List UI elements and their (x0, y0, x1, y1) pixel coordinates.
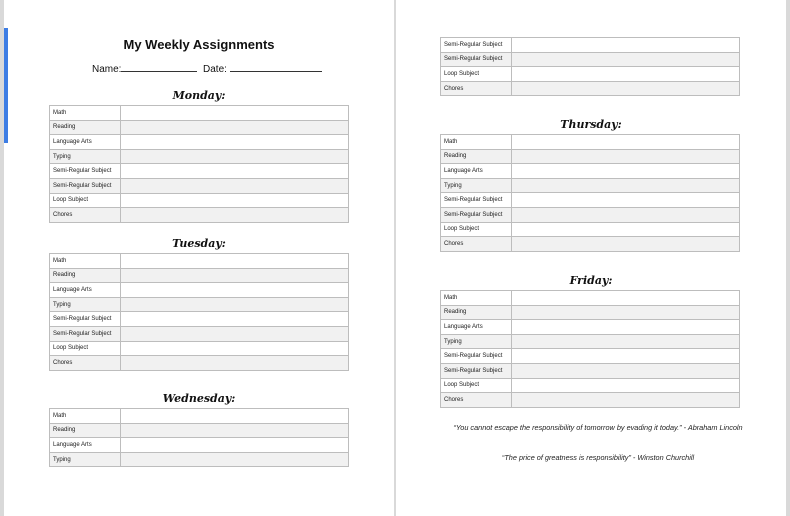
table-row (50, 283, 349, 298)
assignment-cell[interactable] (121, 254, 349, 269)
subject-label: Typing (50, 149, 121, 164)
assignment-cell[interactable] (512, 52, 740, 67)
subject-label: Typing (441, 334, 512, 349)
page-right (396, 0, 786, 516)
subject-label: Math (441, 291, 512, 306)
assignment-cell[interactable] (512, 305, 740, 320)
table-row (50, 438, 349, 453)
table-row (441, 237, 740, 252)
assignment-table-thursday (440, 134, 740, 252)
assignment-cell[interactable] (121, 341, 349, 356)
assignment-cell[interactable] (121, 149, 349, 164)
table-row (441, 378, 740, 393)
assignment-cell[interactable] (121, 164, 349, 179)
subject-label: Loop Subject (441, 378, 512, 393)
table-row (441, 135, 740, 150)
assignment-cell[interactable] (512, 334, 740, 349)
table-row (50, 312, 349, 327)
date-label: Date: (203, 64, 227, 75)
assignment-cell[interactable] (121, 312, 349, 327)
subject-label: Semi-Regular Subject (441, 52, 512, 67)
table-row (50, 178, 349, 193)
subject-label: Math (50, 409, 121, 424)
subject-label: Semi-Regular Subject (441, 207, 512, 222)
table-row (441, 52, 740, 67)
table-row (50, 254, 349, 269)
table-row (441, 291, 740, 306)
document-title: My Weekly Assignments (123, 37, 275, 52)
day-heading-tuesday: Tuesday: (172, 237, 226, 250)
subject-label: Math (441, 135, 512, 150)
subject-label: Typing (50, 297, 121, 312)
subject-label: Semi-Regular Subject (441, 363, 512, 378)
assignment-cell[interactable] (512, 320, 740, 335)
subject-label: Semi-Regular Subject (50, 178, 121, 193)
table-row (441, 222, 740, 237)
assignment-table-friday (440, 290, 740, 408)
table-row (441, 393, 740, 408)
assignment-cell[interactable] (121, 178, 349, 193)
assignment-cell[interactable] (512, 207, 740, 222)
table-row (50, 356, 349, 371)
day-heading-monday: Monday: (172, 89, 226, 102)
assignment-cell[interactable] (512, 67, 740, 82)
assignment-cell[interactable] (512, 193, 740, 208)
table-row (441, 38, 740, 53)
assignment-cell[interactable] (121, 409, 349, 424)
table-row (441, 67, 740, 82)
assignment-cell[interactable] (121, 423, 349, 438)
assignment-cell[interactable] (121, 106, 349, 121)
subject-label: Loop Subject (441, 67, 512, 82)
assignment-table-wednesday-continued (440, 37, 740, 96)
assignment-cell[interactable] (512, 149, 740, 164)
table-row (441, 178, 740, 193)
assignment-cell[interactable] (121, 135, 349, 150)
table-row (50, 193, 349, 208)
assignment-cell[interactable] (121, 452, 349, 467)
day-heading-friday: Friday: (569, 274, 613, 287)
subject-label: Math (50, 254, 121, 269)
subject-label: Semi-Regular Subject (441, 193, 512, 208)
subject-label: Semi-Regular Subject (50, 326, 121, 341)
assignment-cell[interactable] (512, 38, 740, 53)
assignment-cell[interactable] (121, 268, 349, 283)
table-row (441, 349, 740, 364)
subject-label: Loop Subject (50, 193, 121, 208)
assignment-cell[interactable] (121, 356, 349, 371)
assignment-cell[interactable] (121, 120, 349, 135)
subject-label: Reading (50, 268, 121, 283)
subject-label: Typing (50, 452, 121, 467)
table-row (50, 423, 349, 438)
table-row (50, 268, 349, 283)
table-row (50, 326, 349, 341)
assignment-cell[interactable] (121, 193, 349, 208)
subject-label: Loop Subject (50, 341, 121, 356)
assignment-table-wednesday (49, 408, 349, 467)
assignment-cell[interactable] (121, 208, 349, 223)
subject-label: Language Arts (441, 164, 512, 179)
subject-label: Typing (441, 178, 512, 193)
assignment-cell[interactable] (512, 378, 740, 393)
table-row (50, 120, 349, 135)
table-row (441, 207, 740, 222)
subject-label: Language Arts (441, 320, 512, 335)
assignment-cell[interactable] (121, 283, 349, 298)
assignment-cell[interactable] (512, 178, 740, 193)
subject-label: Chores (441, 81, 512, 96)
assignment-cell[interactable] (512, 135, 740, 150)
assignment-table-tuesday (49, 253, 349, 371)
table-row (50, 208, 349, 223)
subject-label: Semi-Regular Subject (441, 349, 512, 364)
subject-label: Chores (441, 237, 512, 252)
subject-label: Language Arts (50, 438, 121, 453)
assignment-cell[interactable] (121, 297, 349, 312)
assignment-cell[interactable] (512, 363, 740, 378)
table-row (50, 452, 349, 467)
table-row (50, 341, 349, 356)
assignment-cell[interactable] (512, 81, 740, 96)
table-row (441, 305, 740, 320)
table-row (50, 149, 349, 164)
assignment-cell[interactable] (512, 222, 740, 237)
table-row (50, 297, 349, 312)
table-row (441, 81, 740, 96)
subject-label: Semi-Regular Subject (441, 38, 512, 53)
quote-churchill: “The price of greatness is responsibility” - Winston Churchill (501, 453, 695, 462)
table-row (441, 193, 740, 208)
table-row (441, 149, 740, 164)
day-heading-thursday: Thursday: (560, 118, 622, 131)
table-row (50, 135, 349, 150)
table-row (441, 320, 740, 335)
subject-label: Reading (441, 149, 512, 164)
subject-label: Chores (50, 208, 121, 223)
assignment-cell[interactable] (512, 393, 740, 408)
assignment-table-monday (49, 105, 349, 223)
subject-label: Reading (441, 305, 512, 320)
subject-label: Semi-Regular Subject (50, 164, 121, 179)
day-heading-wednesday: Wednesday: (162, 392, 236, 405)
name-date-line (92, 62, 322, 75)
subject-label: Language Arts (50, 135, 121, 150)
table-row (441, 363, 740, 378)
date-blank (230, 62, 322, 72)
page-left (4, 0, 394, 516)
assignment-cell[interactable] (512, 164, 740, 179)
table-row (441, 334, 740, 349)
assignment-cell[interactable] (512, 291, 740, 306)
assignment-cell[interactable] (121, 438, 349, 453)
table-row (441, 164, 740, 179)
table-row (50, 164, 349, 179)
subject-label: Semi-Regular Subject (50, 312, 121, 327)
name-blank (121, 62, 197, 72)
subject-label: Math (50, 106, 121, 121)
name-label: Name: (92, 64, 122, 75)
assignment-cell[interactable] (512, 237, 740, 252)
subject-label: Reading (50, 423, 121, 438)
subject-label: Loop Subject (441, 222, 512, 237)
table-row (50, 409, 349, 424)
table-row (50, 106, 349, 121)
assignment-cell[interactable] (512, 349, 740, 364)
subject-label: Reading (50, 120, 121, 135)
subject-label: Chores (441, 393, 512, 408)
quote-lincoln: “You cannot escape the responsibility of tomorrow by evading it today.” - Abraham Lincoln (453, 423, 743, 432)
subject-label: Language Arts (50, 283, 121, 298)
subject-label: Chores (50, 356, 121, 371)
assignment-cell[interactable] (121, 326, 349, 341)
